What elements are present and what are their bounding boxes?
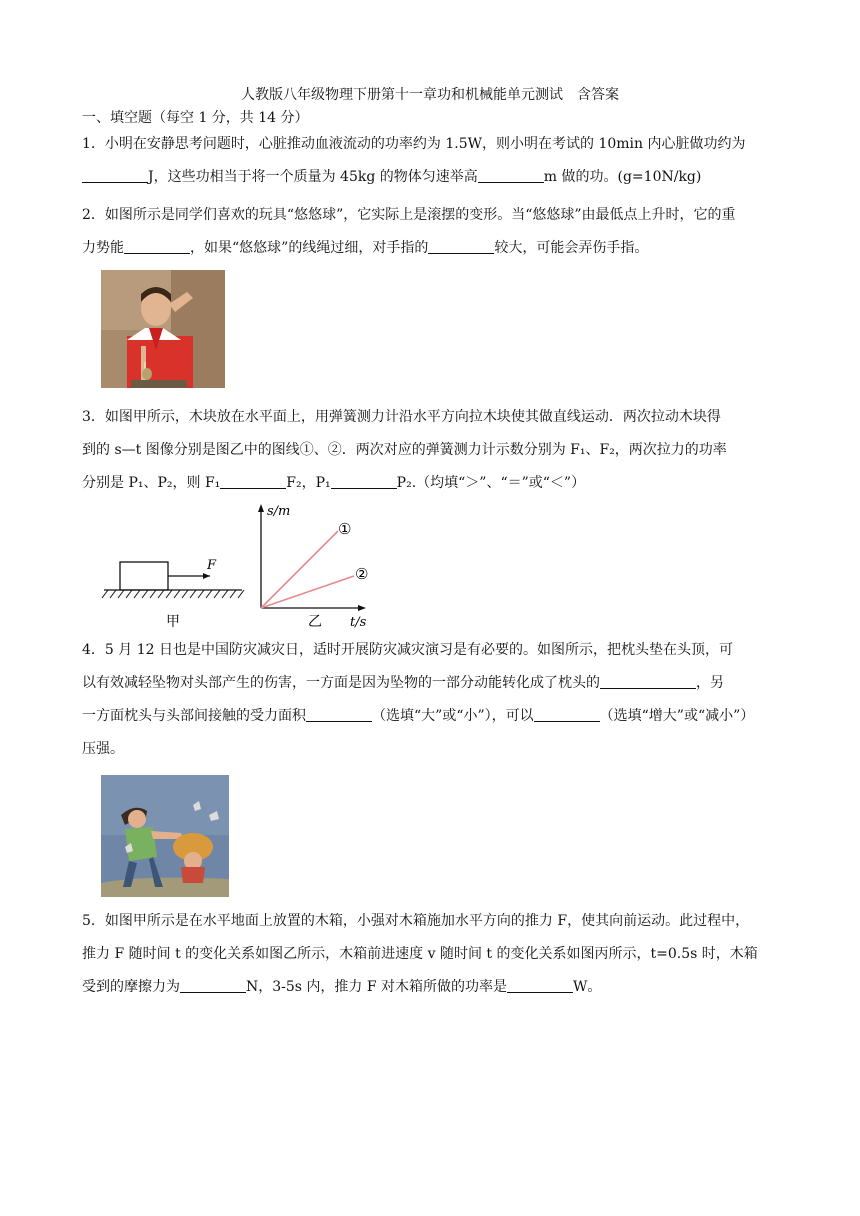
- answer-blank[interactable]: [534, 706, 600, 722]
- question-5: [82, 905, 782, 1004]
- force-label: F: [207, 558, 217, 573]
- q3-line-2: 到的 s—t 图像分别是图乙中的图线①、②．两次对应的弹簧测力计示数分别为 F₁、F₂，两次拉力的功率: [82, 442, 727, 458]
- answer-blank[interactable]: [331, 473, 397, 489]
- q2-line-2: 力势能 ，如果“悠悠球”的线绳过细，对手指的 较大，可能会弄伤手指。: [82, 240, 649, 256]
- q1-line-1: 1．小明在安静思考问题时，心脏推动血液流动的功率约为 1.5W，则小明在考试的 10min 内心脏做功约为: [82, 136, 746, 152]
- graph-line-1: [261, 531, 338, 608]
- pillow-illustration: [101, 775, 229, 897]
- q3-line-1: 3．如图甲所示，木块放在水平面上，用弹簧测力计沿水平方向拉木块使其做直线运动．两次拉动木块得: [82, 409, 721, 425]
- answer-blank[interactable]: [478, 167, 544, 183]
- graph-line-2-label: ②: [355, 565, 369, 583]
- answer-blank[interactable]: [600, 673, 696, 689]
- answer-blank[interactable]: [180, 977, 246, 993]
- question-3: [82, 401, 782, 500]
- answer-blank[interactable]: [306, 706, 372, 722]
- wooden-block: [120, 562, 168, 590]
- question-4: [82, 634, 782, 766]
- q5-line-1: 5．如图甲所示是在水平地面上放置的木箱，小强对木箱施加水平方向的推力 F，使其向前运动。此过程中，: [82, 913, 750, 929]
- label-yi: 乙: [308, 614, 322, 630]
- q5-line-3: 受到的摩擦力为 N，3-5s 内，推力 F 对木箱所做的功率是 W。: [82, 979, 602, 995]
- q2-line-1: 2．如图所示是同学们喜欢的玩具“悠悠球”，它实际上是滚摆的变形。当“悠悠球”由最低点上升时，它的重: [82, 207, 736, 223]
- answer-blank[interactable]: [220, 473, 286, 489]
- q5-line-2: 推力 F 随时间 t 的变化关系如图乙所示，木箱前进速度 v 随时间 t 的变化关系如图丙所示，t=0.5s 时，木箱: [82, 946, 758, 962]
- yoyo-photo: [101, 270, 225, 388]
- figure-3: [100, 498, 380, 634]
- y-axis-label: s/m: [267, 504, 291, 519]
- section-heading: 一、填空题（每空 1 分，共 14 分）: [82, 110, 309, 126]
- q4-line-2: 以有效减轻坠物对头部产生的伤害，一方面是因为坠物的一部分动能转化成了枕头的 ，另: [82, 675, 724, 691]
- page-title: 人教版八年级物理下册第十一章功和机械能单元测试 含答案: [241, 87, 619, 103]
- answer-blank[interactable]: [124, 238, 190, 254]
- question-2: [82, 199, 782, 265]
- answer-blank[interactable]: [507, 977, 573, 993]
- graph-line-2: [261, 576, 354, 608]
- q3-line-3: 分别是 P₁、P₂，则 F₁ F₂，P₁ P₂.（均填“＞”、“＝”或“＜”）: [82, 475, 586, 491]
- graph-line-1-label: ①: [338, 520, 352, 538]
- q4-line-4: 压强。: [82, 741, 124, 757]
- x-axis-label: t/s: [350, 615, 367, 630]
- answer-blank[interactable]: [82, 167, 148, 183]
- q4-line-3: 一方面枕头与头部间接触的受力面积 （选填“大”或“小”），可以 （选填“增大”或“减小”）: [82, 708, 755, 724]
- q4-line-1: 4．5 月 12 日也是中国防灾减灾日，适时开展防灾减灾演习是有必要的。如图所示，把枕头垫在头顶，可: [82, 642, 733, 658]
- q1-line-2: J，这些功相当于将一个质量为 45kg 的物体匀速举高 m 做的功。(g=10N/kg): [82, 161, 782, 194]
- label-jia: 甲: [166, 614, 180, 630]
- question-1: [82, 128, 782, 194]
- answer-blank[interactable]: [428, 238, 494, 254]
